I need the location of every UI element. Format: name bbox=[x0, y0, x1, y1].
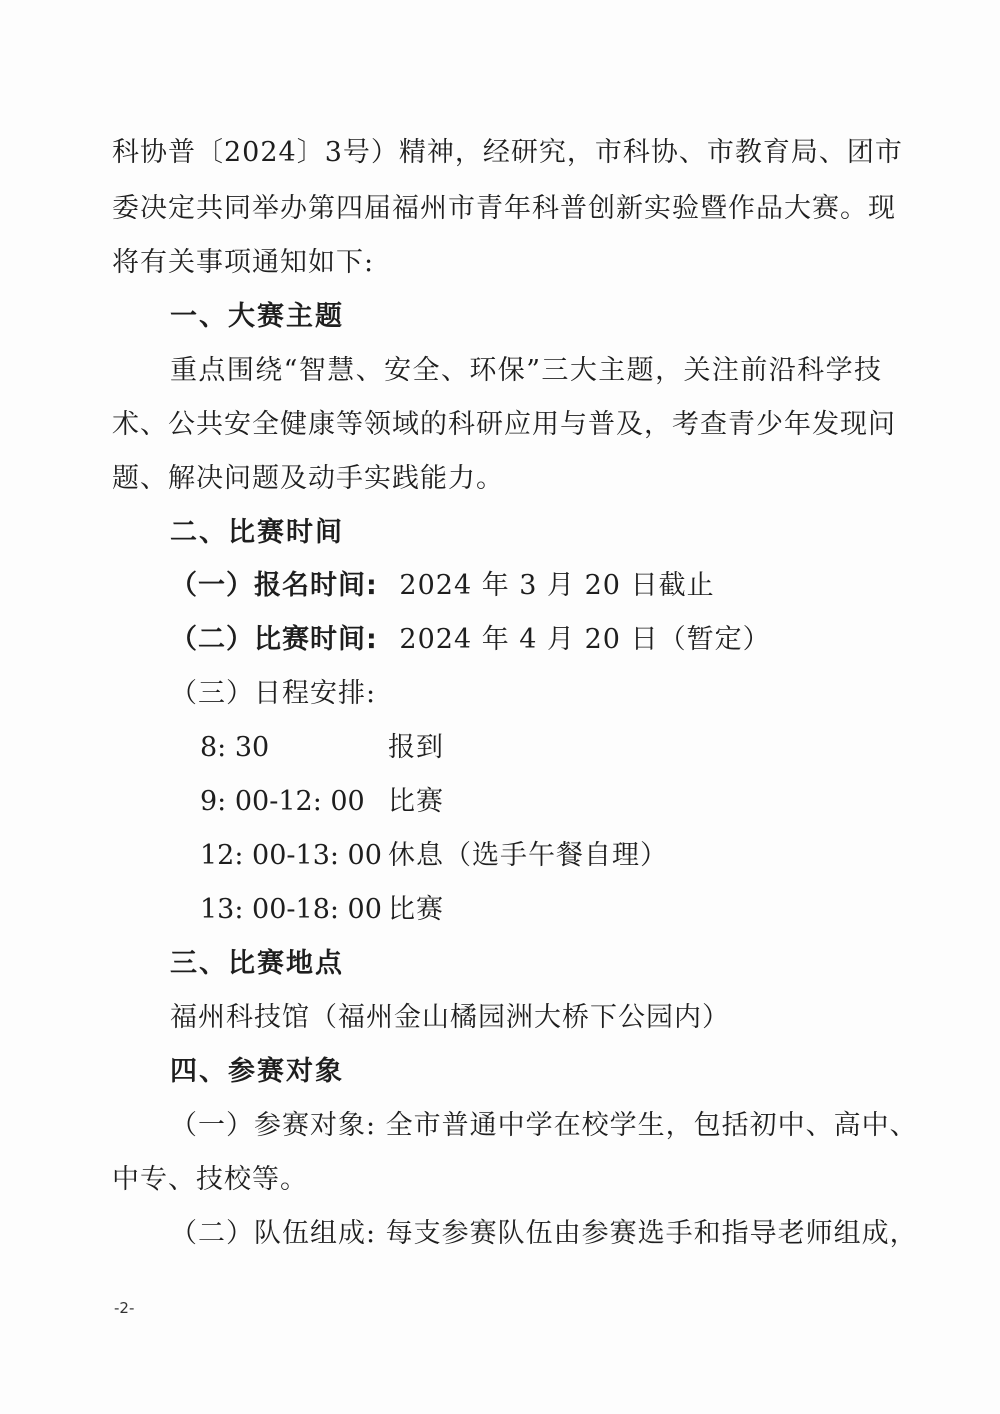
registration-time-row bbox=[170, 566, 882, 606]
section-heading: 三、比赛地点 bbox=[170, 948, 344, 979]
body-text-line: 委决定共同举办第四届福州市青年科普创新实验暨作品大赛。现 bbox=[112, 193, 896, 224]
competition-time-row bbox=[170, 620, 882, 660]
page-number: -2- bbox=[114, 1299, 135, 1317]
body-text-line: 题、解决问题及动手实践能力。 bbox=[112, 463, 504, 494]
body-text-line: 科协普〔2024〕3号）精神，经研究，市科协、市教育局、团市 bbox=[112, 137, 903, 168]
body-text-line: （一）参赛对象: 全市普通中学在校学生，包括初中、高中、 bbox=[170, 1110, 918, 1141]
competition-time-label: （二）比赛时间: bbox=[170, 624, 378, 655]
body-text-line: 重点围绕“智慧、安全、环保”三大主题，关注前沿科学技 bbox=[170, 355, 882, 386]
schedule-activity: 比赛 bbox=[388, 786, 444, 817]
schedule-label: （三）日程安排: bbox=[170, 678, 377, 709]
schedule-activity: 比赛 bbox=[388, 894, 444, 925]
body-text-line: 术、公共安全健康等领域的科研应用与普及，考查青少年发现问 bbox=[112, 409, 896, 440]
registration-time-value: 2024 年 3 月 20 日截止 bbox=[399, 570, 715, 601]
schedule-time: 13: 00-18: 00 bbox=[200, 894, 382, 925]
section-heading: 一、大赛主题 bbox=[170, 301, 344, 332]
schedule-activity: 报到 bbox=[388, 732, 444, 763]
section-heading: 二、比赛时间 bbox=[170, 517, 344, 548]
body-text-line: （二）队伍组成: 每支参赛队伍由参赛选手和指导老师组成， bbox=[170, 1218, 918, 1249]
schedule-time: 12: 00-13: 00 bbox=[200, 840, 382, 871]
venue-text: 福州科技馆（福州金山橘园洲大桥下公园内） bbox=[170, 1002, 730, 1033]
body-text-line: 将有关事项通知如下: bbox=[112, 247, 375, 278]
schedule-time: 9: 00-12: 00 bbox=[200, 786, 365, 817]
registration-time-label: （一）报名时间: bbox=[170, 570, 378, 601]
schedule-time: 8: 30 bbox=[200, 732, 270, 763]
schedule-activity: 休息（选手午餐自理） bbox=[388, 840, 668, 871]
section-heading: 四、参赛对象 bbox=[170, 1056, 344, 1087]
competition-time-value: 2024 年 4 月 20 日（暂定） bbox=[399, 624, 771, 655]
body-text-line: 中专、技校等。 bbox=[112, 1164, 308, 1195]
